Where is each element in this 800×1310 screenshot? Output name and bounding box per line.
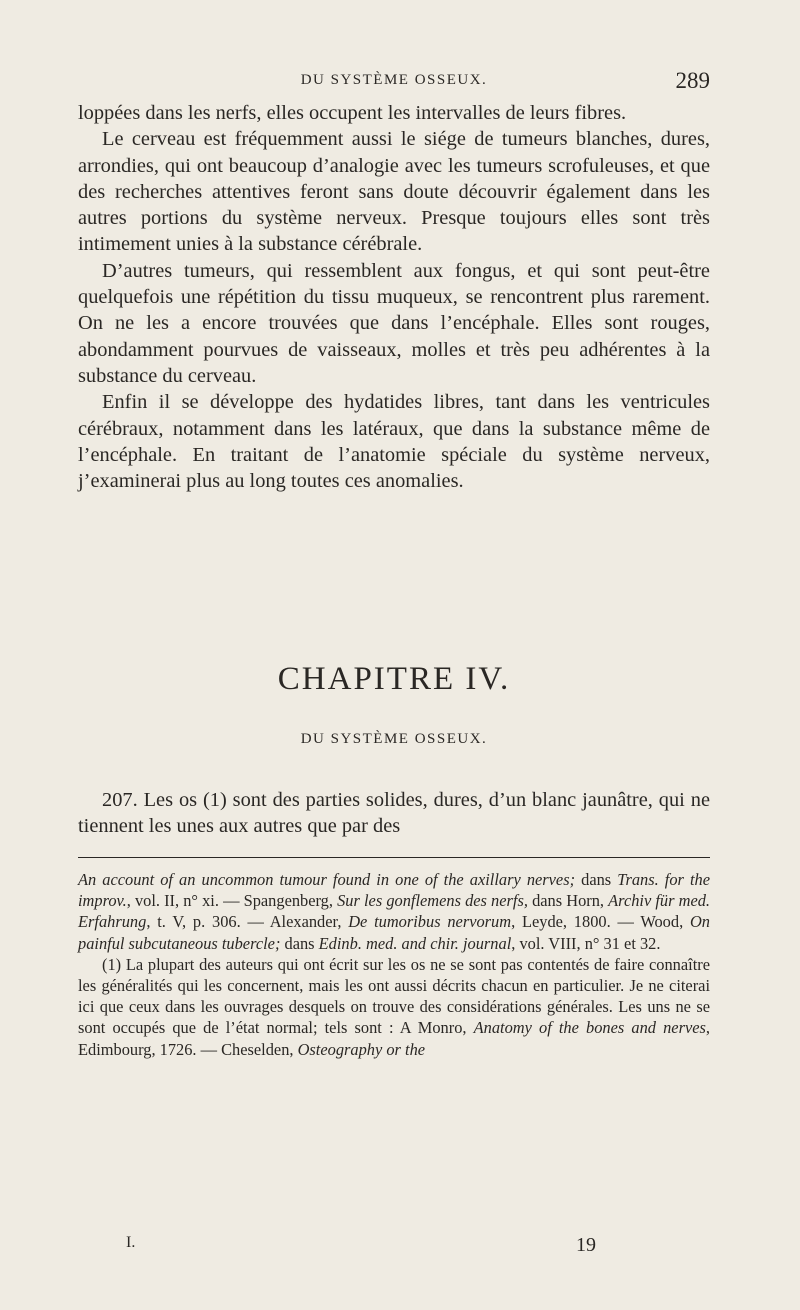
signature-mark: I. bbox=[126, 1234, 136, 1251]
footnote-1: (1) La plupart des auteurs qui ont écrit sur les os ne se sont pas contentés de faire connaître les généralités qui les concernent, mais les ont aussi décrits chacun en particulier. Je ne citerai ici que ceux dans les ouvrages desquels on trouve des considérations générales. Les uns ne se sont occupés que de l’état normal; tels sont : A Monro, Anatomy of the bones and nerves, Edimbourg, 1726. — Cheselden, Osteography or the bbox=[78, 954, 710, 1059]
page-header bbox=[78, 68, 710, 98]
footnote-continuation: An account of an uncommon tumour found in one of the axillary nerves; dans Trans. for the improv., vol. II, n° xi. — Spangenberg, Sur les gonflemens des nerfs, dans Horn, Archiv für med. Erfahrung, t. V, p. 306. — Alexander, De tumoribus nervorum, Leyde, 1800. — Wood, On painful subcutaneous tubercle; dans Edinb. med. and chir. journal, vol. VIII, n° 31 et 32. bbox=[78, 870, 711, 953]
footnotes bbox=[78, 869, 710, 1060]
paragraph-fongus: D’autres tumeurs, qui ressemblent aux fongus, et qui sont peut-être quelquefois une répétition du tissu muqueux, se rencontrent plus rarement. On ne les a encore trouvées que dans l’encéphale. Elles sont rouges, abondamment pourvues de vaisseaux, molles et très peu adhérentes à la substance du cerveau. bbox=[78, 259, 710, 387]
chapter-title: CHAPITRE IV. bbox=[277, 661, 511, 697]
paragraph-207: 207. Les os (1) sont des parties solides, dures, d’un blanc jaunâtre, qui ne tiennent les unes aux autres que par des bbox=[78, 789, 710, 838]
running-head: DU SYSTÈME OSSEUX. bbox=[300, 72, 488, 88]
page-number: 289 bbox=[675, 68, 710, 93]
main-text bbox=[78, 100, 710, 494]
signature-number: 19 bbox=[576, 1234, 596, 1256]
footnote-rule bbox=[78, 857, 710, 858]
paragraph-tumeurs-blanches: Le cerveau est fréquemment aussi le siége de tumeurs blanches, dures, arrondies, qui ont beaucoup d’analogie avec les tumeurs scrofuleuses, et que des recherches attentives feront sans doute découvrir également dans les autres portions du système nerveux. Presque toujours elles sont très intimement unies à la substance cérébrale. bbox=[78, 128, 710, 256]
paragraph-hydatides: Enfin il se développe des hydatides libres, tant dans les ventricules cérébraux, notamment dans les latéraux, que dans la substance même de l’encéphale. En traitant de l’anatomie spéciale du système nerveux, j’examinerai plus au long toutes ces anomalies. bbox=[78, 391, 710, 493]
footnote-citation-title: An account of an uncommon tumour found in one of the axillary nerves; bbox=[78, 870, 576, 889]
section-title: DU SYSTÈME OSSEUX. bbox=[300, 731, 488, 747]
paragraph-continuation: loppées dans les nerfs, elles occupent les intervalles de leurs fibres. bbox=[78, 102, 627, 124]
page-footer bbox=[78, 1234, 710, 1260]
